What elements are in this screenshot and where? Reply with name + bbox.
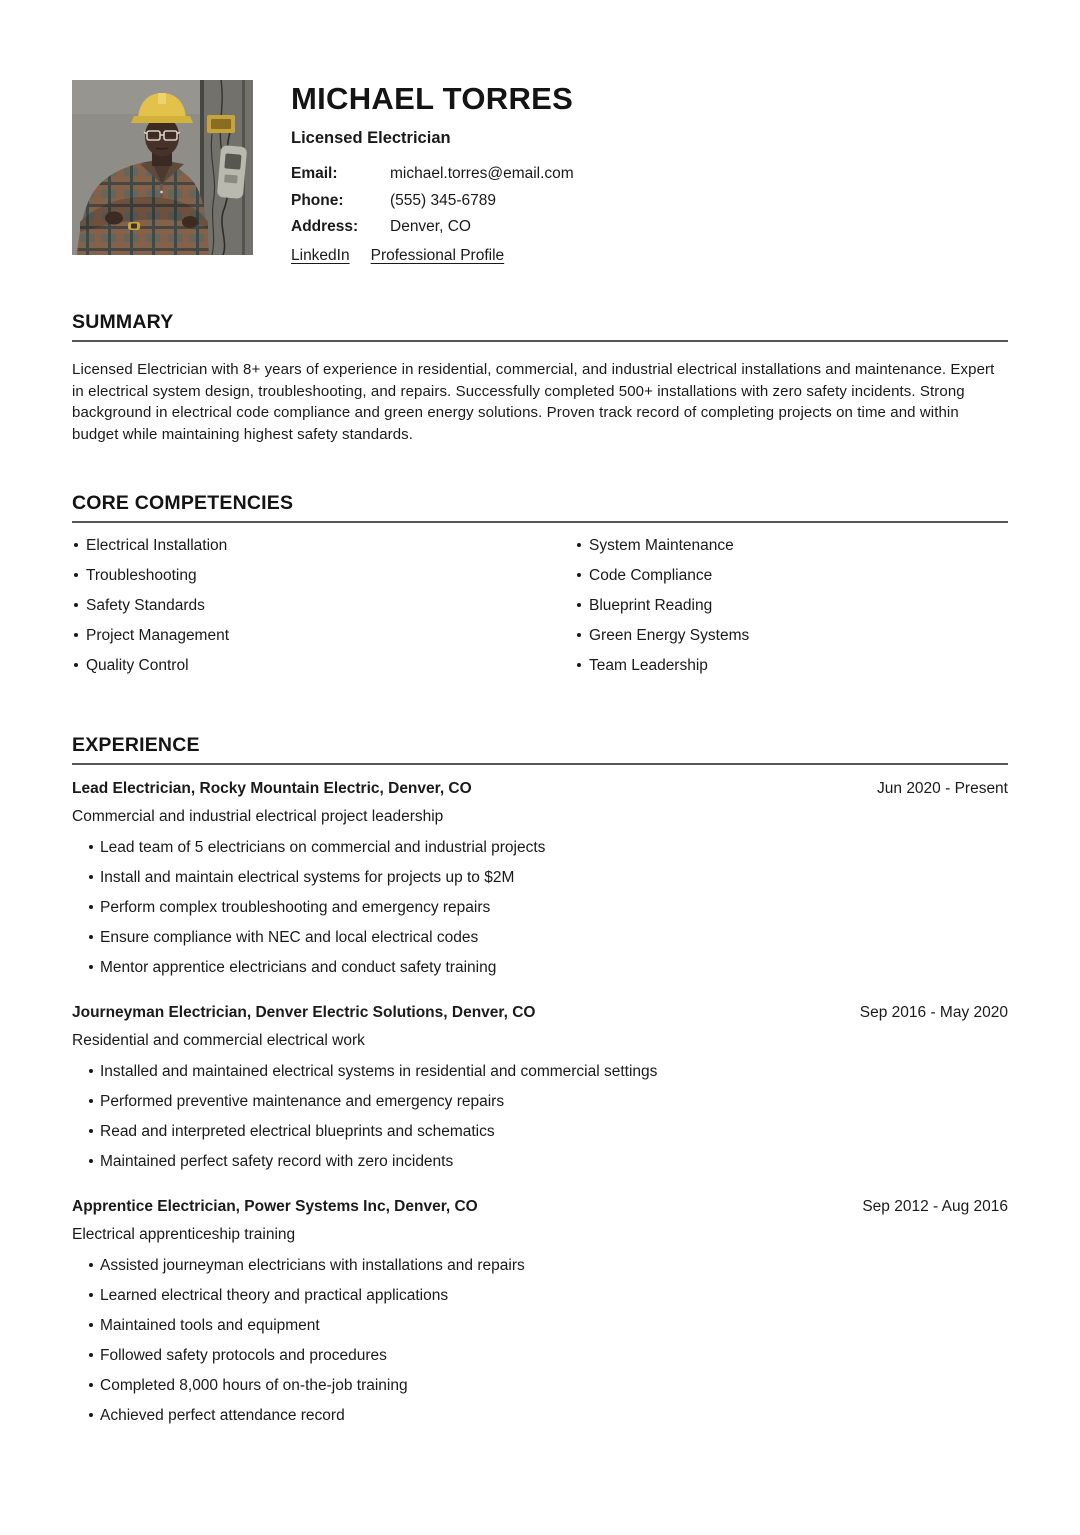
job-bullet: Followed safety protocols and procedures	[72, 1347, 1008, 1364]
job-title: Lead Electrician, Rocky Mountain Electric, Denver, CO	[72, 780, 472, 797]
contact-row-email	[291, 165, 574, 182]
email-value: michael.torres@email.com	[390, 165, 574, 182]
job-bullet: Install and maintain electrical systems for projects up to $2M	[72, 869, 1008, 886]
job-bullet: Performed preventive maintenance and emergency repairs	[72, 1093, 1008, 1110]
job-bullet: Lead team of 5 electricians on commercial and industrial projects	[72, 839, 1008, 856]
job-bullet-list	[72, 1063, 1008, 1170]
contact-row-address	[291, 218, 574, 235]
header-info	[291, 80, 574, 264]
contact-row-phone	[291, 192, 574, 209]
competency-item: Green Energy Systems	[575, 627, 1008, 644]
phone-label: Phone:	[291, 191, 344, 209]
job-bullet: Read and interpreted electrical blueprints and schematics	[72, 1123, 1008, 1140]
job-bullet: Installed and maintained electrical systems in residential and commercial settings	[72, 1063, 1008, 1080]
job-subtitle: Residential and commercial electrical work	[72, 1032, 365, 1049]
competencies-left-column	[72, 537, 575, 687]
competencies-right-column	[575, 537, 1008, 687]
competencies-heading: CORE COMPETENCIES	[72, 492, 294, 514]
job-bullet: Learned electrical theory and practical applications	[72, 1287, 1008, 1304]
job-bullet: Achieved perfect attendance record	[72, 1407, 1008, 1424]
job-bullet: Maintained tools and equipment	[72, 1317, 1008, 1334]
competency-item: Code Compliance	[575, 567, 1008, 584]
job-bullet: Mentor apprentice electricians and conduct safety training	[72, 959, 1008, 976]
section-divider	[72, 340, 1008, 342]
job-bullet: Ensure compliance with NEC and local electrical codes	[72, 929, 1008, 946]
competency-item: System Maintenance	[575, 537, 1008, 554]
job-entry-apprentice-electrician	[72, 1198, 1008, 1424]
job-header	[72, 780, 1008, 798]
competency-item: Team Leadership	[575, 657, 1008, 674]
competency-item: Blueprint Reading	[575, 597, 1008, 614]
section-divider	[72, 763, 1008, 765]
competency-item: Troubleshooting	[72, 567, 575, 584]
job-entry-lead-electrician	[72, 780, 1008, 976]
profile-links	[291, 247, 574, 264]
linkedin-link[interactable]: LinkedIn	[291, 247, 350, 264]
job-entry-journeyman-electrician	[72, 1004, 1008, 1170]
job-bullet: Perform complex troubleshooting and emergency repairs	[72, 899, 1008, 916]
competency-item: Project Management	[72, 627, 575, 644]
job-bullet: Completed 8,000 hours of on-the-job training	[72, 1377, 1008, 1394]
address-value: Denver, CO	[390, 218, 471, 235]
email-label: Email:	[291, 165, 338, 182]
candidate-name: MICHAEL TORRES	[291, 81, 574, 116]
competencies-grid	[72, 537, 1008, 687]
candidate-title: Licensed Electrician	[291, 129, 451, 147]
competency-item: Electrical Installation	[72, 537, 575, 554]
summary-heading: SUMMARY	[72, 311, 174, 333]
job-subtitle: Electrical apprenticeship training	[72, 1226, 296, 1243]
job-bullet: Maintained perfect safety record with zero incidents	[72, 1153, 1008, 1170]
experience-heading: EXPERIENCE	[72, 734, 200, 756]
profile-photo	[72, 80, 253, 255]
job-bullet-list	[72, 839, 1008, 976]
job-bullet: Assisted journeyman electricians with installations and repairs	[72, 1257, 1008, 1274]
summary-text: Licensed Electrician with 8+ years of experience in residential, commercial, and industrial electrical installations and maintenance. Expert in electrical system design, troubleshooting, and repairs. Successfully completed 500+ installations with zero safety incidents. Strong background in electrical code compliance and green energy solutions. Proven track record of completing projects on time and within budget while maintaining highest safety standards.	[72, 361, 995, 443]
experience-section	[72, 735, 1008, 1424]
job-title: Journeyman Electrician, Denver Electric Solutions, Denver, CO	[72, 1004, 536, 1021]
job-header	[72, 1004, 1008, 1022]
summary-section	[72, 312, 1008, 445]
job-dates: Sep 2012 - Aug 2016	[862, 1198, 1008, 1215]
competency-item: Safety Standards	[72, 597, 575, 614]
professional-profile-link[interactable]: Professional Profile	[370, 247, 505, 264]
job-bullet-list	[72, 1257, 1008, 1424]
section-divider	[72, 521, 1008, 523]
job-dates: Sep 2016 - May 2020	[859, 1004, 1008, 1021]
job-dates: Jun 2020 - Present	[877, 780, 1008, 797]
competency-item: Quality Control	[72, 657, 575, 674]
electrician-photo-illustration	[72, 80, 253, 255]
job-title: Apprentice Electrician, Power Systems Inc, Denver, CO	[72, 1198, 478, 1215]
address-label: Address:	[291, 218, 359, 235]
competencies-section	[72, 493, 1008, 687]
phone-value: (555) 345-6789	[390, 191, 496, 209]
job-header	[72, 1198, 1008, 1216]
resume-header	[72, 80, 1008, 264]
contact-list	[291, 165, 574, 235]
job-subtitle: Commercial and industrial electrical project leadership	[72, 808, 444, 825]
